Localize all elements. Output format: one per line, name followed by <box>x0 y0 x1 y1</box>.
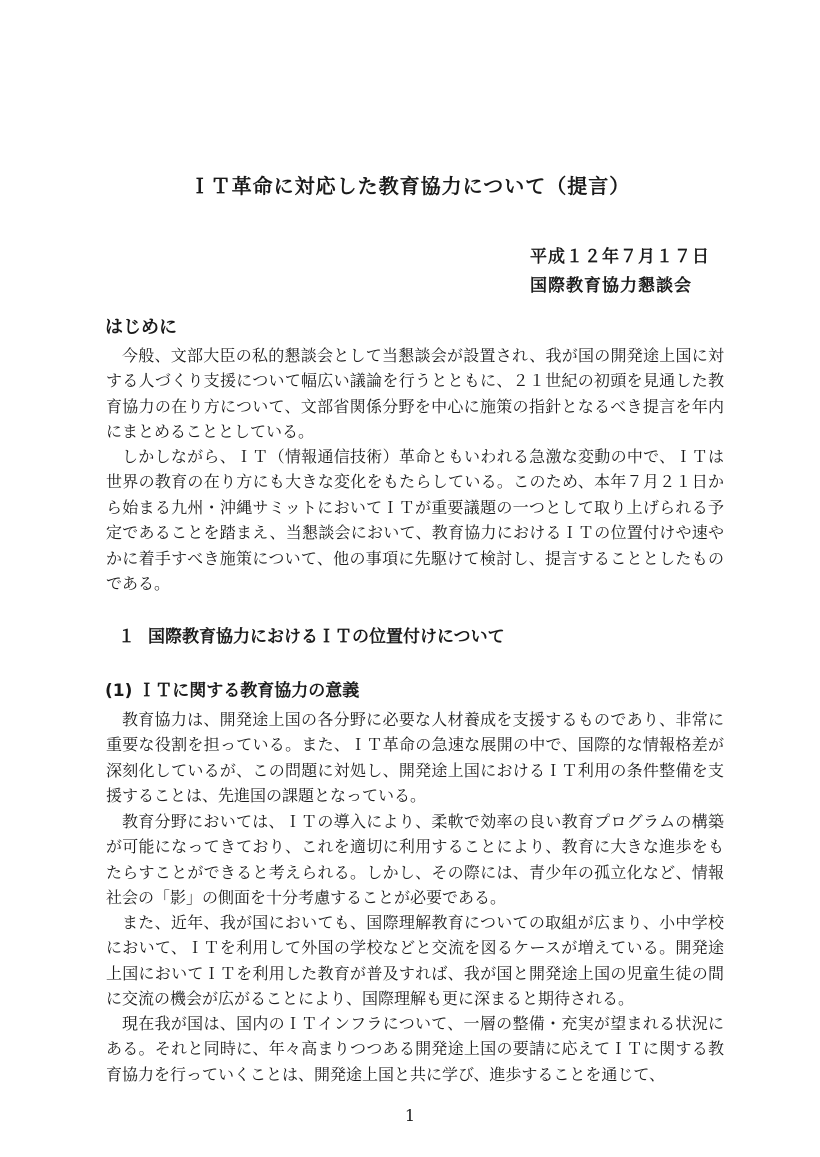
section-title: 国際教育協力におけるＩＴの位置付けについて <box>148 627 505 647</box>
body-paragraph-3: また、近年、我が国においても、国際理解教育についての取組が広まり、小中学校において、ＩＴを利用して外国の学校などと交流を図るケースが増えている。開発途上国においてＩＴを利用した教育が普及すれば、我が国と開発途上国の児童生徒の間に交流の機会が広がることにより、国際理解も更に深まると期待される。 <box>106 913 724 1009</box>
document-title: ＩＴ革命に対応した教育協力について（提言） <box>189 174 631 198</box>
organization-name: 国際教育協力懇談会 <box>530 276 692 296</box>
section-heading <box>118 622 505 647</box>
intro-paragraph-2: しかしながら、ＩＴ（情報通信技術）革命ともいわれる急激な変動の中で、ＩＴは世界の教育の在り方にも大きな変化をもたらしている。このため、本年７月２１日から始まる九州・沖縄サミットにおいてＩＴが重要議題の一つとして取り上げられる予定であることを踏まえ、当懇談会において、教育協力におけるＩＴの位置付けや速やかに着手すべき施策について、他の事項に先駆けて検討し、提言することとしたものである。 <box>106 447 724 594</box>
section-number: １ <box>118 627 135 647</box>
subsection-heading: (1) ＩＴに関する教育協力の意義 <box>105 681 360 701</box>
body-paragraph-4: 現在我が国は、国内のＩＴインフラについて、一層の整備・充実が望まれる状況にある。それと同時に、年々高まりつつある開発途上国の要請に応えてＩＴに関する教育協力を行っていくことは、開発途上国と共に学び、進歩することを通じて、 <box>106 1014 724 1084</box>
intro-paragraph-1: 今般、文部大臣の私的懇談会として当懇談会が設置され、我が国の開発途上国に対する人づくり支援について幅広い議論を行うとともに、２１世紀の初頭を見通した教育協力の在り方について、文部省関係分野を中心に施策の指針となるべき提言を年内にまとめることとしている。 <box>106 346 724 442</box>
date-block <box>530 243 730 301</box>
intro-heading: はじめに <box>105 317 177 338</box>
page-number: 1 <box>404 1106 416 1125</box>
body-paragraph-1: 教育協力は、開発途上国の各分野に必要な人材養成を支援するものであり、非常に重要な役割を担っている。また、ＩＴ革命の急速な展開の中で、国際的な情報格差が深刻化しているが、この問題に対処し、開発途上国におけるＩＴ利用の条件整備を支援することは、先進国の課題となっている。 <box>106 710 724 806</box>
issue-date: 平成１２年７月１７日 <box>530 247 710 267</box>
body-paragraph-2: 教育分野においては、ＩＴの導入により、柔軟で効率の良い教育プログラムの構築が可能になってきており、これを適切に利用することにより、教育に大きな進歩をもたらすことができると考えられる。しかし、その際には、青少年の孤立化など、情報社会の「影」の側面を十分考慮することが必要である。 <box>106 812 724 908</box>
